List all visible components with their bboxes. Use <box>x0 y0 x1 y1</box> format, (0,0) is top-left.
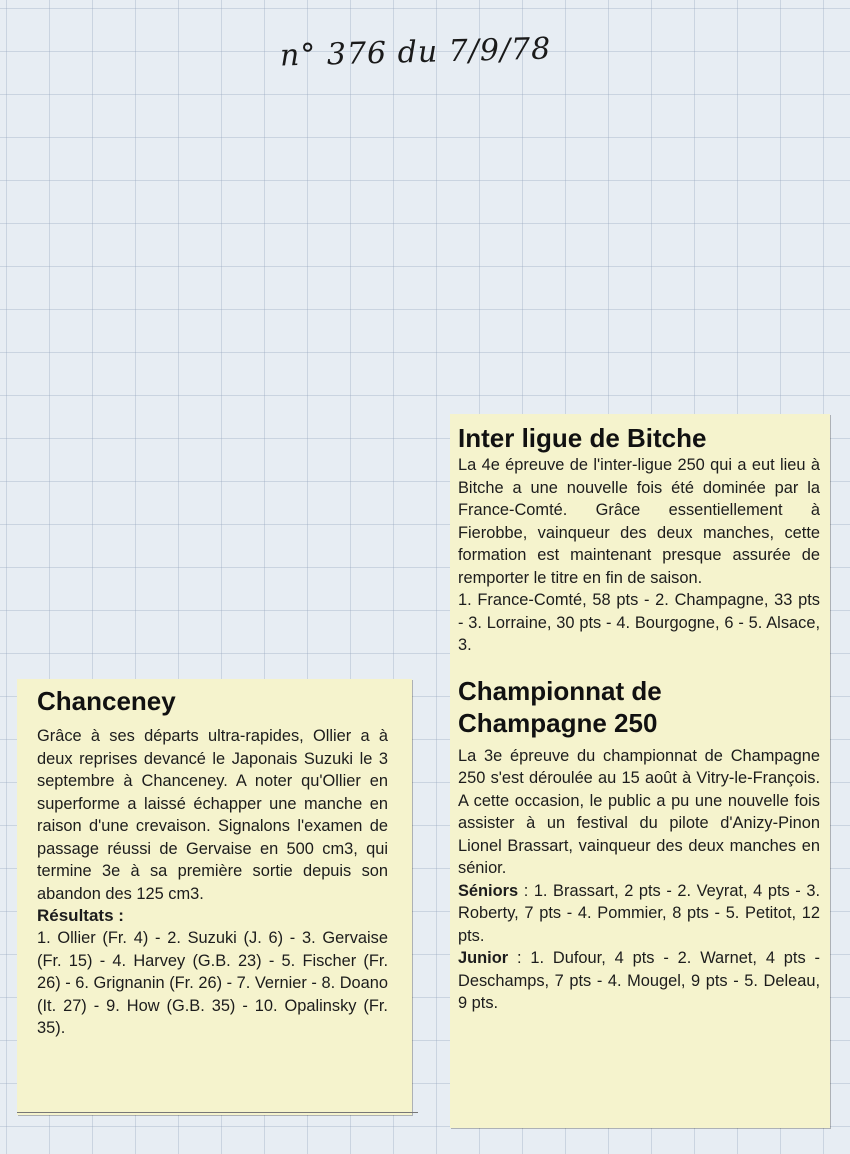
chanceney-body: Grâce à ses départs ultra-rapides, Ollier a à deux reprises devancé le Japonais Suzuki le 3 septembre à Chanceney. A noter qu'Ollier en superforme a laissé échapper une manche en raison d'une crevaison. Signalons l'examen de passage réussi de Gervaise en 500 cm3, qui termine 3e à sa première sortie depuis son abandon des 125 cm3. <box>37 727 388 903</box>
clipping-chanceney <box>17 679 412 1115</box>
champagne-seniors <box>458 880 820 948</box>
bitche-body: La 4e épreuve de l'inter-ligue 250 qui a eut lieu à Bitche a une nouvelle fois été dominée par la France-Comté. Grâce essentiellement à Fierobbe, vainqueur des deux manches, cette formation est maintenant presque assurée de remporter le titre en fin de saison. <box>458 456 820 587</box>
champagne-junior <box>458 947 820 1015</box>
champagne-body: La 3e épreuve du championnat de Champagne 250 s'est déroulée au 15 août à Vitry-le-François. A cette occasion, le public a pu une nouvelle fois assister à un festival du pilote d'Anizy-Pinon Lionel Brassart, vainqueur des deux manches en sénior. <box>458 746 820 877</box>
handwritten-issue-note: n° 376 du 7/9/78 <box>279 31 552 74</box>
results-heading: Résultats : <box>37 906 124 925</box>
chanceney-results: 1. Ollier (Fr. 4) - 2. Suzuki (J. 6) - 3. Gervaise (Fr. 15) - 4. Harvey (G.B. 23) - 5. Fischer (Fr. 26) - 6. Grignanin (Fr. 26) - 7. Vernier - 8. Doano (It. 27) - 9. How (G.B. 35) - 10. Opalinsky (Fr. 35). <box>37 929 388 1037</box>
champagne-title-line2: Champagne 250 <box>458 707 658 738</box>
chanceney-title: Chanceney <box>37 686 176 716</box>
junior-results: : 1. Dufour, 4 pts - 2. Warnet, 4 pts - Deschamps, 7 pts - 4. Mougel, 9 pts - 5. Deleau, 9 pts. <box>458 949 820 1012</box>
seniors-results: : 1. Brassart, 2 pts - 2. Veyrat, 4 pts - 3. Roberty, 7 pts - 4. Pommier, 8 pts - 5. Petitot, 12 pts. <box>458 881 820 945</box>
champagne-title-line1: Championnat de <box>458 675 662 706</box>
clipping-bitche-champagne <box>450 414 830 1128</box>
seniors-label: Séniors <box>458 881 519 900</box>
bitche-results: 1. France-Comté, 58 pts - 2. Champagne, 33 pts - 3. Lorraine, 30 pts - 4. Bourgogne, 6 - 5. Alsace, 3. <box>458 591 820 654</box>
bitche-title: Inter ligue de Bitche <box>458 423 707 453</box>
junior-label: Junior <box>458 949 509 967</box>
